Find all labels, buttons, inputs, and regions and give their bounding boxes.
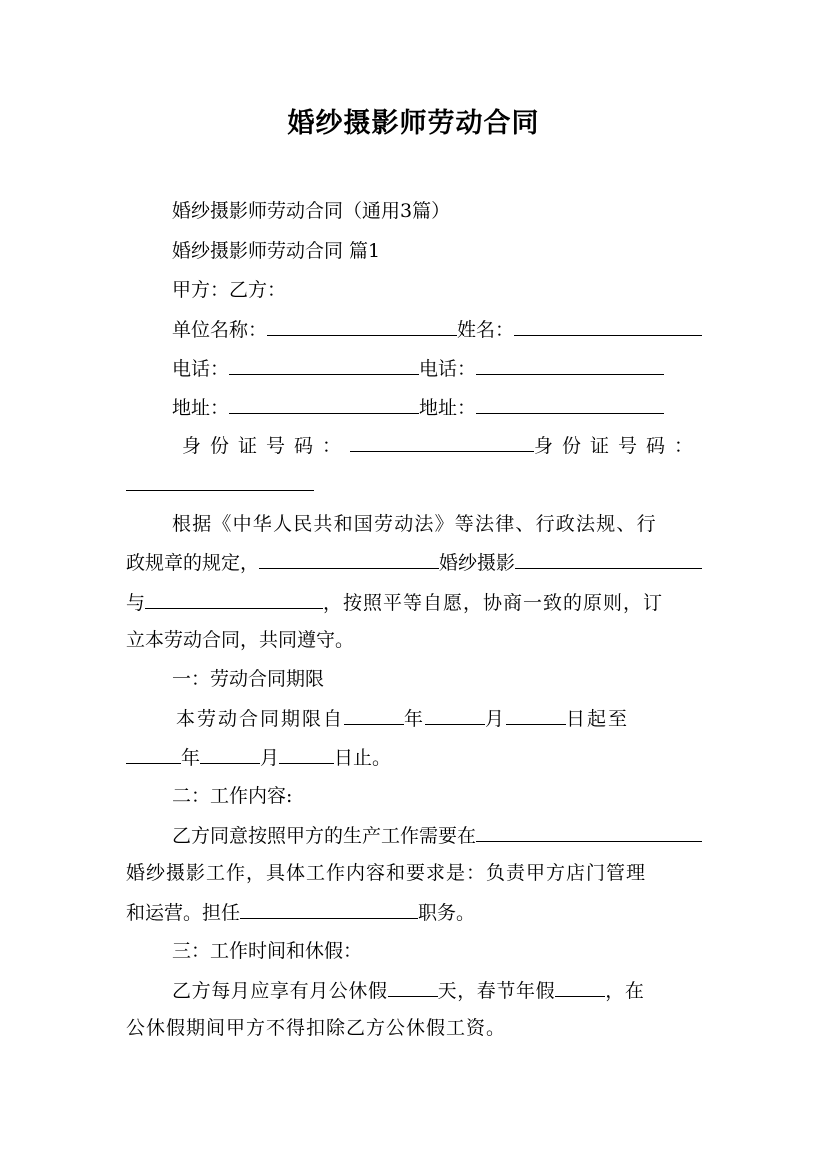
term-blank-day-b	[279, 743, 334, 764]
term-blank-day-a	[506, 704, 566, 725]
phone-line	[172, 354, 702, 383]
term-line-b	[126, 743, 702, 772]
id-blank-b	[126, 470, 314, 491]
term-from-text: 日起至	[566, 708, 630, 730]
para1-line-b	[126, 548, 702, 577]
term-year-b: 年	[181, 747, 201, 769]
para1-line-c	[126, 588, 702, 617]
para1-b-text: 政规章的规定，	[126, 552, 260, 574]
leave-line-a	[172, 976, 702, 1005]
para1-line-d: 立本劳动合同，共同遵守。	[126, 629, 355, 651]
work-blank-position	[240, 898, 418, 919]
phone-label-a: 电话：	[172, 358, 230, 380]
para1-blank-b	[515, 548, 702, 569]
name-label: 姓名：	[457, 319, 515, 341]
para1-b2-text: 婚纱摄影	[439, 552, 516, 574]
id-line-cont	[126, 470, 702, 499]
term-month-a: 月	[485, 708, 507, 730]
address-label-b: 地址：	[419, 397, 477, 419]
work-line-a	[172, 821, 702, 850]
work-c-text: 和运营。担任	[126, 902, 241, 924]
section-1-heading: 一：劳动合同期限	[172, 668, 325, 690]
term-month-b: 月	[260, 747, 280, 769]
work-line-b: 婚纱摄影工作，具体工作内容和要求是：负责甲方店门管理	[126, 862, 647, 884]
leave-a-text: 乙方每月应享有月公休假	[172, 980, 388, 1002]
leave-line-b: 公休假期间甲方不得扣除乙方公休假工资。	[126, 1017, 507, 1039]
address-line	[172, 393, 702, 422]
phone-blank-b	[476, 354, 664, 375]
phone-blank-a	[229, 354, 419, 375]
work-c2-text: 职务。	[418, 902, 476, 924]
para1-blank-c	[145, 588, 323, 609]
leave-blank-spring	[555, 976, 605, 997]
section-2-heading: 二：工作内容:	[172, 785, 293, 807]
work-a-text: 乙方同意按照甲方的生产工作需要在	[172, 825, 477, 847]
phone-label-b: 电话：	[419, 358, 477, 380]
id-label-b: 身份证号码：	[533, 435, 702, 457]
unit-name-blank	[267, 315, 457, 336]
unit-name-label: 单位名称：	[172, 319, 268, 341]
section-3-heading: 三：工作时间和休假：	[172, 940, 363, 962]
address-label-a: 地址：	[172, 397, 230, 419]
leave-a2-text: ，在	[605, 980, 645, 1002]
id-line	[182, 431, 702, 460]
id-blank-a	[350, 431, 534, 452]
address-blank-b	[476, 393, 664, 414]
term-a-text: 本劳动合同期限自	[176, 708, 345, 730]
leave-days-text: 天，春节年假	[437, 980, 556, 1002]
subtitle: 婚纱摄影师劳动合同（通用3篇）	[172, 200, 451, 222]
term-blank-month-a	[425, 704, 485, 725]
part-heading: 婚纱摄影师劳动合同 篇1	[172, 240, 381, 262]
term-blank-year-a	[344, 704, 404, 725]
term-until-text: 日止。	[334, 747, 392, 769]
work-blank-a	[476, 821, 702, 842]
term-blank-year-b	[126, 743, 181, 764]
parties-line: 甲方：乙方：	[172, 279, 287, 301]
para1-c2-text: ，按照平等自愿，协商一致的原则，订	[323, 592, 664, 614]
document-title: 婚纱摄影师劳动合同	[287, 108, 540, 139]
para1-line-a: 根据《中华人民共和国劳动法》等法律、行政法规、行	[172, 513, 657, 535]
term-line-a	[176, 704, 702, 733]
term-blank-month-b	[200, 743, 260, 764]
work-line-c	[126, 898, 702, 927]
unit-name-line	[172, 315, 702, 344]
name-blank	[514, 315, 702, 336]
address-blank-a	[229, 393, 419, 414]
leave-blank-days	[388, 976, 438, 997]
id-label-a: 身份证号码：	[182, 435, 351, 457]
para1-blank-a	[259, 548, 439, 569]
term-year-a: 年	[404, 708, 426, 730]
para1-c-text: 与	[126, 592, 146, 614]
